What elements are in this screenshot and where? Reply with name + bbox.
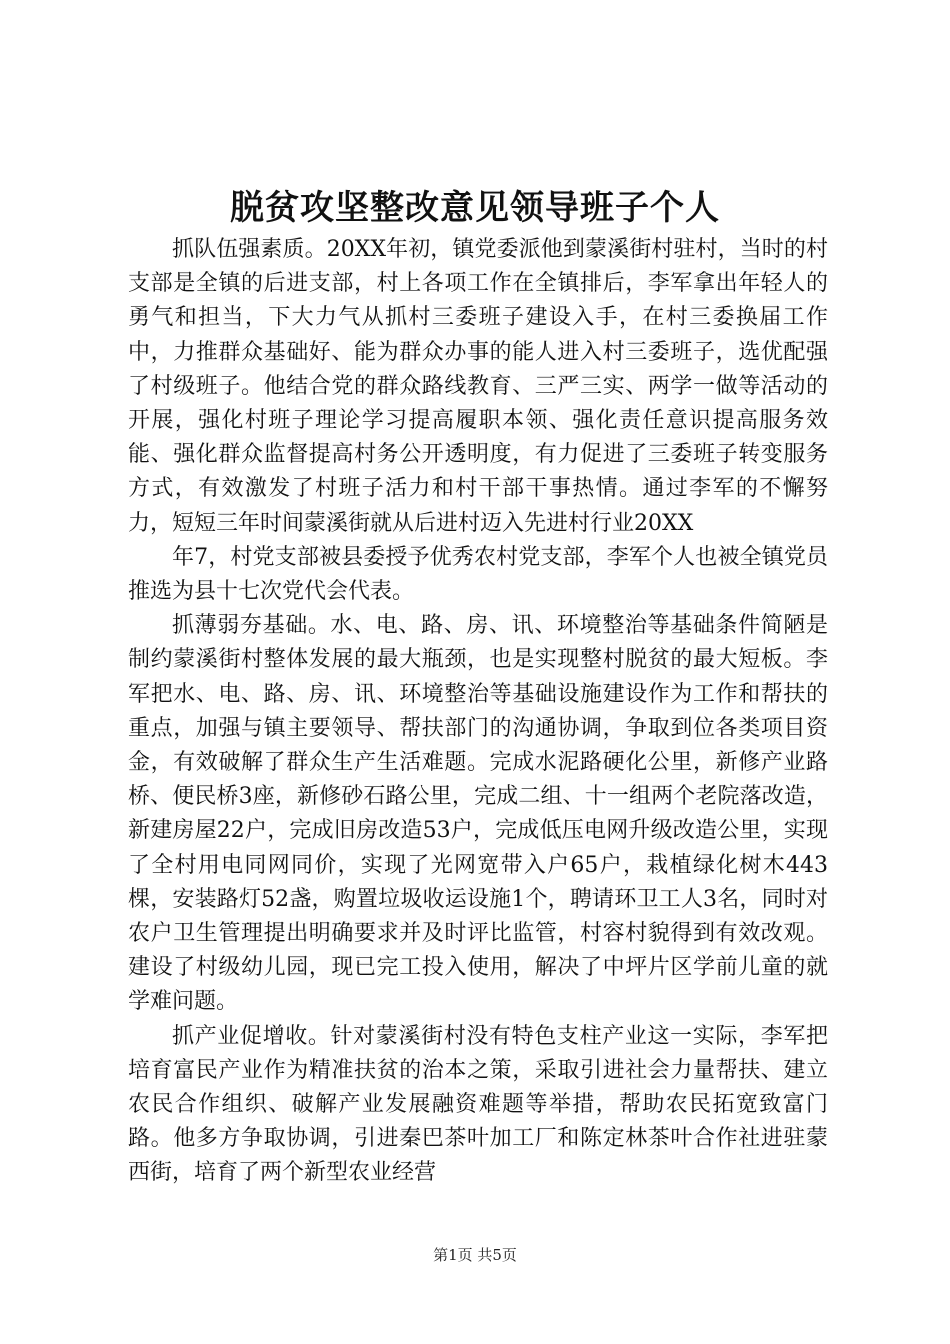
document-title: 脱贫攻坚整改意见领导班子个人 <box>230 188 720 228</box>
paragraph-award: 年7，村党支部被县委授予优秀农村党支部，李军个人也被全镇党员推选为县十七次党代会代表。 <box>128 544 828 605</box>
document-body <box>128 233 828 1191</box>
paragraph-team-building: 抓队伍强素质。20XX年初，镇党委派他到蒙溪街村驻村，当时的村支部是全镇的后进支部，村上各项工作在全镇排后，李军拿出年轻人的勇气和担当，下大力气从抓村三委班子建设入手，在村三委换届工作中，力推群众基础好、能为群众办事的能人进入村三委班子，选优配强了村级班子。他结合党的群众路线教育、三严三实、两学一做等活动的开展，强化村班子理论学习提高履职本领、强化责任意识提高服务效能、强化群众监督提高村务公开透明度，有力促进了三委班子转变服务方式，有效激发了村班子活力和村干部干事热情。通过李军的不懈努力，短短三年时间蒙溪街就从后进村迈入先进村行业20XX <box>128 237 828 536</box>
paragraph-industry: 抓产业促增收。针对蒙溪街村没有特色支柱产业这一实际，李军把培育富民产业作为精准扶贫的治本之策，采取引进社会力量帮扶、建立农民合作组织、破解产业发展融资难题等举措，帮助农民拓宽致富门路。他多方争取协调，引进秦巴茶叶加工厂和陈定林茶叶合作社进驻蒙西街，培育了两个新型农业经营 <box>128 1023 828 1186</box>
page-number-footer: 第1页 共5页 <box>433 1246 517 1264</box>
paragraph-infrastructure: 抓薄弱夯基础。水、电、路、房、讯、环境整治等基础条件简陋是制约蒙溪街村整体发展的最大瓶颈，也是实现整村脱贫的最大短板。李军把水、电、路、房、讯、环境整治等基础设施建设作为工作和帮扶的重点，加强与镇主要领导、帮扶部门的沟通协调，争取到位各类项目资金，有效破解了群众生产生活难题。完成水泥路硬化公里，新修产业路桥、便民桥3座，新修砂石路公里，完成二组、十一组两个老院落改造，新建房屋22户，完成旧房改造53户，完成低压电网升级改造公里，实现了全村用电同网同价，实现了光网宽带入户65户，栽植绿化树木443棵，安装路灯52盏，购置垃圾收运设施1个，聘请环卫工人3名，同时对农户卫生管理提出明确要求并及时评比监管，村容村貌得到有效改观。建设了村级幼儿园，现已完工投入使用，解决了中坪片区学前儿童的就学难问题。 <box>128 613 828 1015</box>
